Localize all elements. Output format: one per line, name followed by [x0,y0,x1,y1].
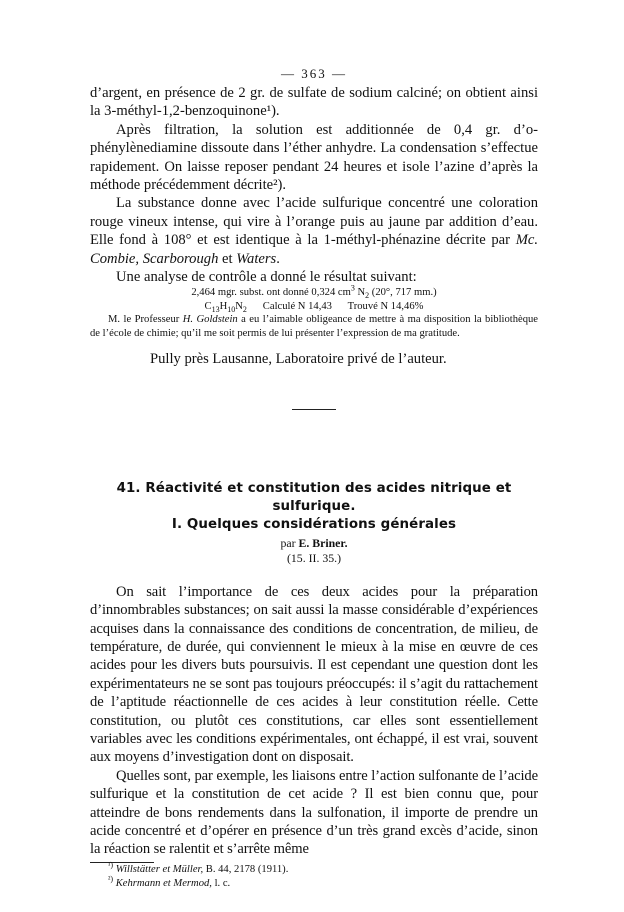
acknowledgement [90,313,538,340]
paragraph-4: Une analyse de contrôle a donné le résultat suivant: [116,269,417,286]
formula-sub-2: 10 [227,304,236,314]
cited-authors: Mc. Combie, Scarborough [90,232,538,267]
author-name: E. Briner. [298,535,348,550]
received-date: (15. II. 35.) [286,550,342,565]
page [90,64,538,891]
footnote-2 [90,874,538,891]
footnote-1-mark: ¹) [108,860,114,870]
analysis-text-c: (20°, 717 mm.) [369,287,437,299]
footnote-2-authors: Kehrmann et Mermod, [115,878,212,890]
analysis-results: Calculé N 14,43 Trouvé N 14,46% [246,300,424,312]
analysis-text-a: 2,464 mgr. subst. ont donné 0,324 cm [191,287,351,299]
footnote-1 [90,860,538,877]
footnote-2-ref: l. c. [211,878,231,890]
paragraph-6: Quelles sont, par exemple, les liaisons entre l’action sulfonante de l’acide sulfurique et la constitution de cet acide ? Il est bien connu que, pour atteindre de bons rendements dans la sulfonation, il importe de prendre un acide concentré et d’opérer en présence d’un très grand excès d’acide, sinon la réaction se ralentit et s’arrête même [90,767,538,858]
analysis-text-b: N [354,287,366,299]
paragraph-3-end: . [276,250,280,267]
article-subtitle: I. Quelques considérations générales [171,517,457,533]
formula-sub-1: 13 [211,304,220,314]
acknowledgement-b: a eu l’aimable obligeance de mettre à ma disposition la bibliothèque de l’école de chimie; qu’il me soit permis de lui présenter l’expression de ma gratitude. [90,314,538,339]
paragraph-5: On sait l’importance de ces deux acides pour la préparation d’innombrables substances; on sait aussi la masse considérable d’expériences acquises dans la connaissance des conditions de concentration, de milieu, de température, de durée, qui conviennent le mieux à la mise en œuvre de ces acides pour les divers buts poursuivis. Il est cependant une question dont les expérimentateurs ne se sont pas toujours préoccupés: il s’agit du rattachement de l’aptitude réactionnelle de ces acides à leur constitution réelle. Cette constitution, ou plutôt ces constitutions, car elles sont essentiellement variables avec les conditions expérimentales, ont échappé, il est vrai, souvent aux moyens d’investigation dont on disposait. [90,583,538,766]
paragraph-3-text: La substance donne avec l’acide sulfurique concentré une coloration rouge vineux intense, qui vire à l’orange puis au jaune par addition d’eau. Elle fond à 108° et est identique à la 1-méthyl-phénazine décrite par [90,195,538,249]
page-number: — 363 — [281,66,347,81]
analysis-sub: 2 [365,291,370,301]
footnote-1-authors: Willstätter et Müller, [115,863,204,875]
formula-h: H [219,300,228,312]
footnote-1-ref: B. 44, 2178 (1911). [203,863,289,875]
author-par: par [280,535,299,550]
lab-address: Pully près Lausanne, Laboratoire privé de l’auteur. [150,351,447,368]
footnote-2-mark: ²) [108,874,114,884]
formula-n: N [235,300,243,312]
paragraph-3 [90,194,538,268]
cited-author: Waters [236,250,277,267]
section-divider [292,409,336,410]
author-line [90,535,538,551]
analysis-sup: 3 [350,283,355,293]
paragraph-1: d’argent, en présence de 2 gr. de sulfate de sodium calciné; on obtient ainsi la 3-méthyl-1,2-benzoquinone¹). [90,85,538,120]
analysis-line-2 [90,300,538,313]
formula-sub-3: 2 [242,304,247,314]
article-title: 41. Réactivité et constitution des acides nitrique et sulfurique. [116,480,512,514]
paragraph-3-et: et [218,250,237,267]
acknowledgement-a: M. le Professeur [108,314,183,326]
paragraph-2: Après filtration, la solution est additionnée de 0,4 gr. d’o-phénylènediamine dissoute dans l’éther anhydre. La condensation s’effectue rapidement. On laisse reposer pendant 24 heures et isole l’azine d’après la méthode précédemment décrite²). [90,121,538,194]
acknowledged-person: H. Goldstein [182,314,238,326]
analysis-line-1 [90,283,538,301]
formula-c: C [204,300,212,312]
